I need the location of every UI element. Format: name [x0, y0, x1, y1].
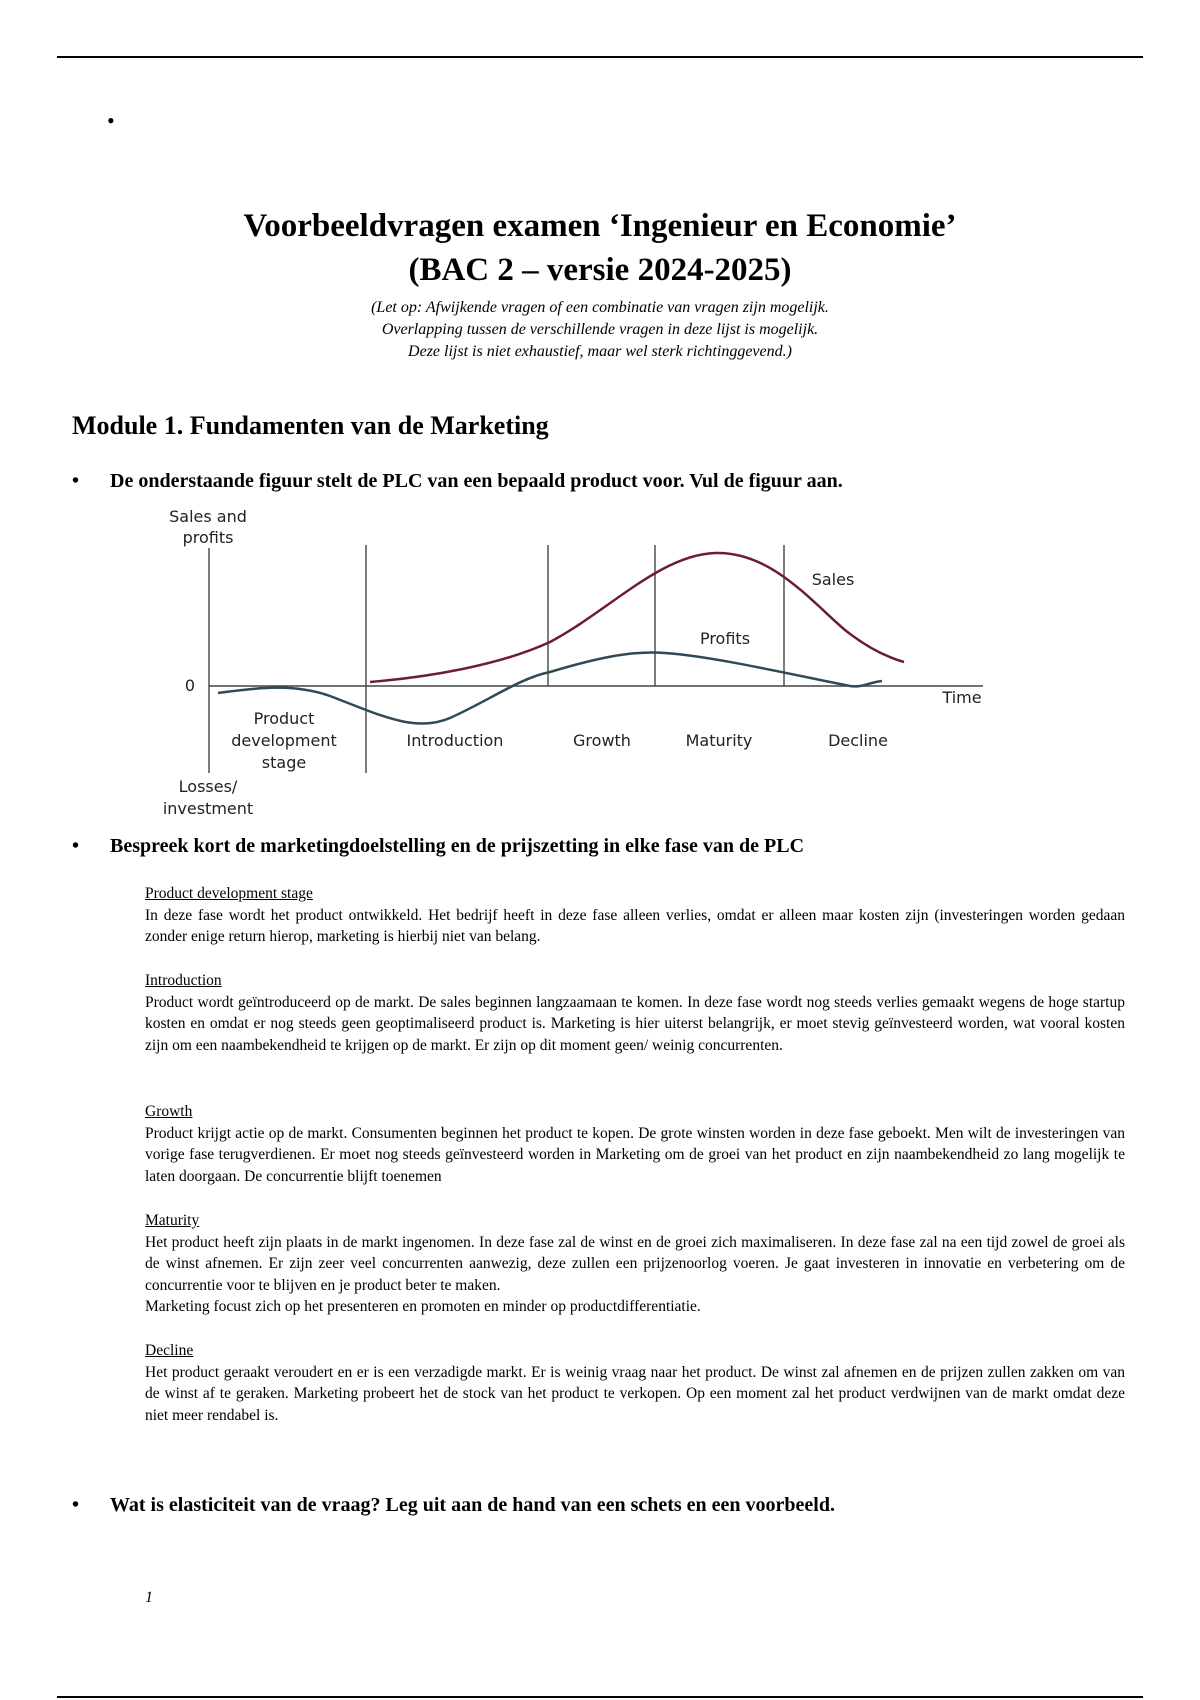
- answer-growth: [145, 1101, 1125, 1187]
- phase-title: Maturity: [145, 1212, 200, 1229]
- note-line: Overlapping tussen de verschillende vragen in deze lijst is mogelijk.: [381, 321, 819, 338]
- question-text: Wat is elasticiteit van de vraag? Leg uit aan de hand van een schets en een voorbeeld.: [110, 1494, 835, 1516]
- phase-paragraph: Product wordt geïntroduceerd op de markt. De sales beginnen langzaamaan te komen. In deze fase wordt nog steeds verlies gemaakt wegens de hoge startup kosten en omdat er nog steeds geen geoptimaliseerd product is. Marketing is hier uiterst belangrijk, er moet stevig geïnvesteerd worden, wat vooral kosten zijn om een naambekendheid te krijgen op de markt. Er zijn op dit moment geen/ weinig concurrenten.: [145, 993, 1125, 1054]
- bullet: •: [72, 470, 80, 492]
- question-text: Bespreek kort de marketingdoelstelling en de prijszetting in elke fase van de PLC: [110, 835, 805, 857]
- answer-introduction: [145, 970, 1125, 1056]
- phase-title: Product development stage: [145, 885, 313, 902]
- y-axis-label-bottom: investment: [162, 799, 254, 818]
- phase-title: Introduction: [145, 972, 222, 989]
- stage-label-maturity: Maturity: [685, 731, 753, 750]
- y-axis-label-bottom: Losses/: [178, 777, 238, 796]
- answer-decline: [145, 1340, 1125, 1426]
- note-line: Deze lijst is niet exhaustief, maar wel sterk richtinggevend.): [408, 343, 792, 360]
- bottom-rule: [57, 1696, 1143, 1698]
- stage-label-product-development: Product: [253, 709, 315, 728]
- stray-bullet: •: [107, 108, 115, 133]
- answer-product-development: [145, 883, 1125, 948]
- phase-paragraph: Product krijgt actie op de markt. Consumenten beginnen het product te kopen. De grote winsten worden in deze fase geboekt. Men wilt de investeringen van vorige fase terugverdienen. Er moet nog steeds geïnvesteerd worden in Marketing om de groei van het product en zijn naambekendheid zo lang mogelijk te laten doorgaan. De concurrentie blijft toenemen: [145, 1124, 1125, 1185]
- phase-paragraph: Het product heeft zijn plaats in de markt ingenomen. In deze fase zal de winst en de groei zich maximaliseren. In deze fase zal na een tijd zowel de groei als de winst afnemen. Er zijn zeer veel concurrenten aanwezig, deze zullen een prijzenoorlog voeren. Je gaat investeren in innovatie en verbetering om de concurrentie voor te blijven en je product beter te maken.: [145, 1233, 1125, 1294]
- stage-label-product-development: stage: [261, 753, 307, 772]
- document-subtitle: (BAC 2 – versie 2024-2025): [408, 252, 792, 288]
- answer-maturity: [145, 1210, 1125, 1318]
- phase-paragraph: Marketing focust zich op het presenteren en promoten en minder op productdifferentiatie.: [145, 1298, 701, 1316]
- profits-curve: [218, 652, 882, 723]
- plc-figure: [150, 500, 990, 820]
- exam-note: [0, 297, 1200, 363]
- top-rule: [57, 56, 1143, 58]
- stage-label-product-development: development: [231, 731, 337, 750]
- zero-label: 0: [184, 676, 195, 695]
- bullet: •: [72, 835, 80, 857]
- stage-label-introduction: Introduction: [406, 731, 504, 750]
- y-axis-label-top: profits: [182, 528, 234, 547]
- note-line: (Let op: Afwijkende vragen of een combinatie van vragen zijn mogelijk.: [371, 299, 829, 316]
- profits-label: Profits: [699, 629, 751, 648]
- question-text: De onderstaande figuur stelt de PLC van een bepaald product voor. Vul de figuur aan.: [110, 470, 843, 492]
- phase-paragraph: In deze fase wordt het product ontwikkeld. Het bedrijf heeft in deze fase alleen verlies, omdat er alleen maar kosten zijn (investeringen worden gedaan zonder enige return hierop, marketing is hierbij niet van belang.: [145, 906, 1125, 946]
- stage-label-decline: Decline: [828, 731, 888, 750]
- page-number: 1: [145, 1589, 153, 1606]
- bullet: •: [72, 1494, 80, 1516]
- stage-label-growth: Growth: [573, 731, 631, 750]
- x-axis-label-time: Time: [942, 688, 982, 707]
- phase-title: Growth: [145, 1103, 193, 1120]
- phase-paragraph: Het product geraakt veroudert en er is een verzadigde markt. Er is weinig vraag naar het product. De winst zal afnemen en de prijzen zullen zakken om van de winst af te geraken. Marketing probeert het de stock van het product te verkopen. Op een moment zal het product verdwijnen van de markt omdat deze niet meer rendabel is.: [145, 1363, 1125, 1424]
- phase-title: Decline: [145, 1342, 194, 1359]
- document-title: Voorbeeldvragen examen ‘Ingenieur en Economie’: [243, 208, 957, 244]
- y-axis-label-top: Sales and: [169, 507, 247, 526]
- module-heading: Module 1. Fundamenten van de Marketing: [72, 411, 549, 440]
- sales-label: Sales: [811, 570, 855, 589]
